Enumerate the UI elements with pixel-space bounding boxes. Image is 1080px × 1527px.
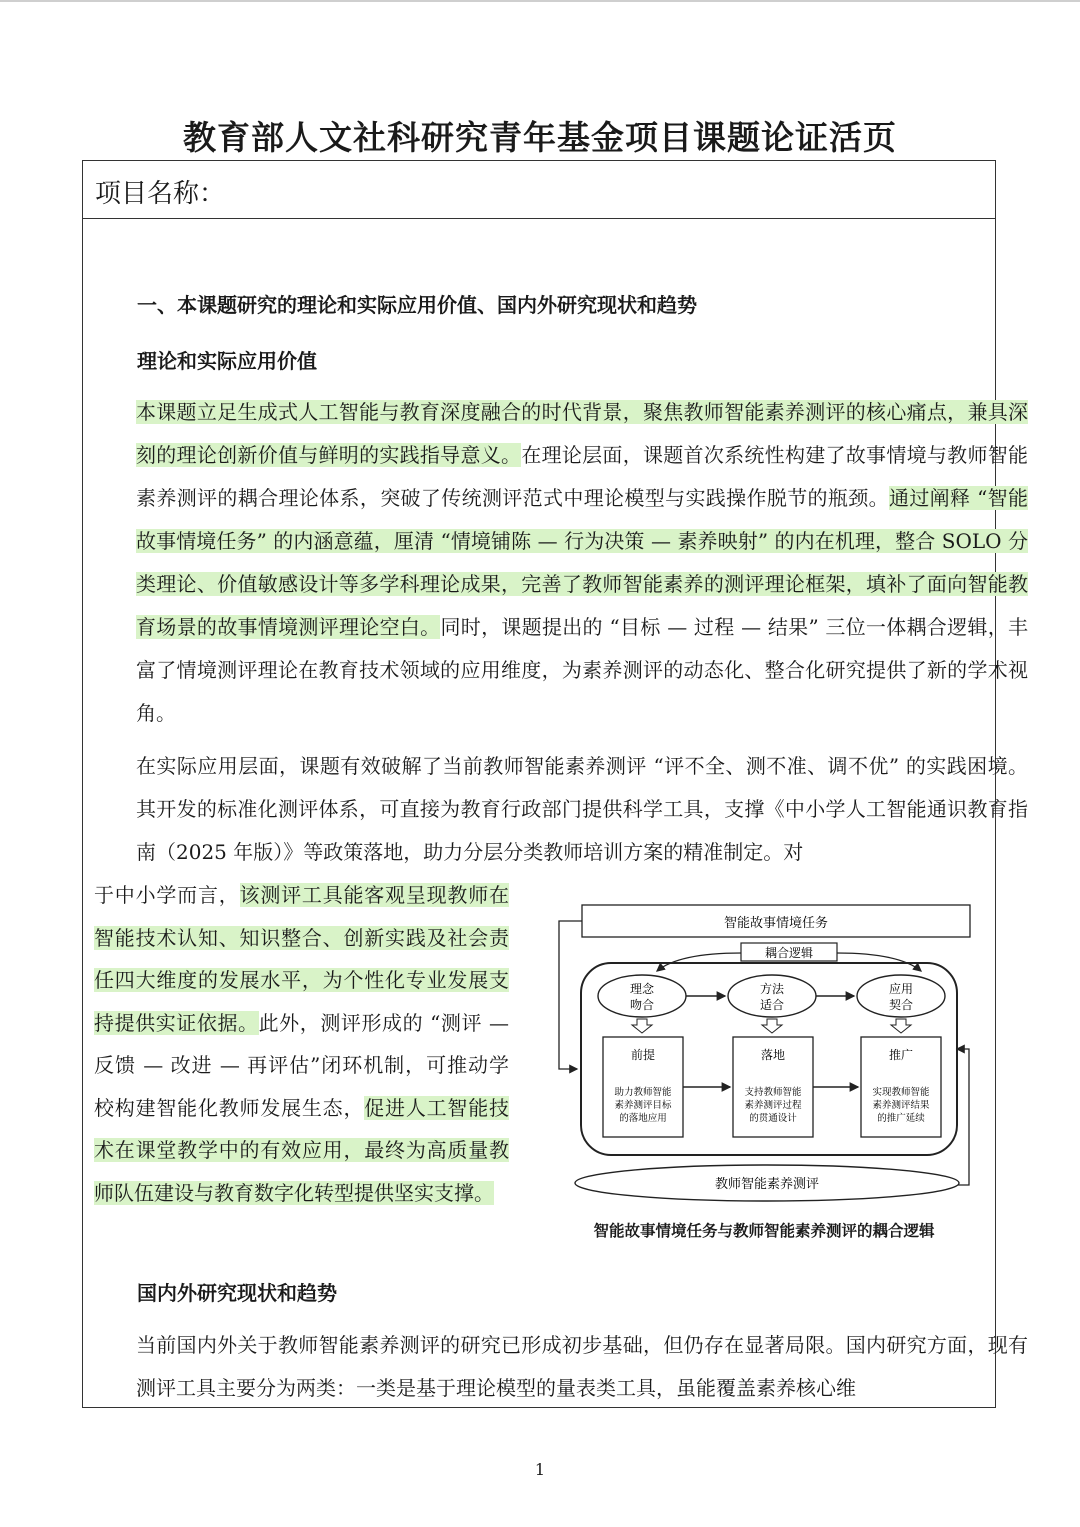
coupling-logic-figure <box>549 897 979 1240</box>
figure-diagram <box>549 897 979 1215</box>
project-name-label: 项目名称： <box>95 179 226 209</box>
coupling-label: 耦合逻辑 <box>764 946 814 960</box>
project-name-row <box>83 161 995 219</box>
section1-heading: 一、本课题研究的理论和实际应用价值、国内外研究现状和趋势 <box>137 293 697 317</box>
oval-method-line1: 方法 <box>759 982 785 996</box>
oval-apply-line2: 契合 <box>888 998 914 1012</box>
box-landing-line2: 素养测评过程 <box>744 1100 802 1111</box>
box-premise-title: 前提 <box>630 1048 656 1062</box>
down-arrow-3 <box>891 1019 911 1033</box>
box-premise-line2: 素养测评目标 <box>614 1100 672 1111</box>
oval-method-line2: 适合 <box>759 998 785 1012</box>
box-promote-title: 推广 <box>888 1048 914 1062</box>
left-feedback-arrow <box>559 921 582 1069</box>
content-area <box>83 219 1029 1409</box>
sub-heading-value: 理论和实际应用价值 <box>137 349 317 373</box>
oval-idea-line2: 吻合 <box>629 998 655 1012</box>
figure-caption: 智能故事情境任务与教师智能素养测评的耦合逻辑 <box>593 1222 935 1240</box>
document-title: 教育部人文社科研究青年基金项目课题论证活页 <box>183 118 897 157</box>
down-arrow-2 <box>762 1019 782 1033</box>
box-landing-line3: 的贯通设计 <box>749 1113 797 1124</box>
oval-idea-line1: 理念 <box>629 982 655 996</box>
box-landing-title: 落地 <box>760 1048 786 1062</box>
paragraph-theory <box>94 391 1028 735</box>
highlight-1: 本课题立足生成式人工智能与教育深度融合的时代背景，聚焦教师智能素养测评的核心痛点，兼具深刻的理论创新价值与鲜明的实践指导意义。 <box>136 400 1028 467</box>
text-1: 在理论层面，课题首次系统性构建了故事情境与教师智能素养测评的耦合理论体系，突破了传统测评范式中理论模型与实践操作脱节的瓶颈。 <box>136 443 1029 510</box>
down-arrow-1 <box>632 1019 652 1033</box>
box-landing-line1: 支持教师智能 <box>744 1087 802 1098</box>
form-frame <box>82 160 1029 1408</box>
text-2: 同时，课题提出的 “目标 — 过程 — 结果” 三位一体耦合逻辑，丰富了情境测评理论在教育技术领域的应用维度，为素养测评的动态化、整合化研究提供了新的学术视角。 <box>136 615 1028 725</box>
paragraph-practice: 在实际应用层面，课题有效破解了当前教师智能素养测评 “评不全、测不准、调不优” 的实践困境。其开发的标准化测评体系，可直接为教育行政部门提供科学工具，支撑《中小学人工智能通识教育指南（2025 年版）》等政策落地，助力分层分类教师培训方案的精准制定。对 <box>136 754 1028 864</box>
box-promote-line2: 素养测评结果 <box>872 1100 930 1111</box>
sub-heading-status: 国内外研究现状和趋势 <box>137 1281 337 1305</box>
top-task-label: 智能故事情境任务 <box>723 916 829 931</box>
page-number: 1 <box>534 1460 546 1479</box>
box-premise-line3: 的落地应用 <box>619 1113 667 1124</box>
oval-apply-line1: 应用 <box>888 982 914 996</box>
highlight-2: 通过阐释 “智能故事情境任务” 的内涵意蕴，厘清 “情境铺陈 — 行为决策 — 素养映射” 的内在机理，整合 SOLO 分类理论、价值敏感设计等多学科理论成果，完善了教师智能素养的测评理论框架，填补了面向智能教育场景的故事情境测评理论空白。 <box>136 486 1029 639</box>
text-4: 此外，测评形成的 “测评 — 反馈 — 改进 — 再评估”闭环机制，可推动学校构建智能化教师发展生态， <box>94 1010 509 1120</box>
highlight-3: 该测评工具能客观呈现教师在智能技术认知、知识整合、创新实践及社会责任四大维度的发展水平，为个性化专业发展支持提供实证依据。 <box>94 883 510 1035</box>
box-promote-line1: 实现教师智能 <box>872 1087 930 1098</box>
text-3: 于中小学而言， <box>94 883 240 907</box>
box-premise-line1: 助力教师智能 <box>614 1087 672 1098</box>
box-promote-line3: 的推广延续 <box>877 1113 925 1124</box>
top-rule <box>0 0 1080 2</box>
highlight-4: 促进人工智能技术在课堂教学中的有效应用，最终为高质量教师队伍建设与教育数字化转型提供坚实支撑。 <box>94 1095 510 1205</box>
paragraph-school <box>94 874 509 1214</box>
bottom-oval-label: 教师智能素养测评 <box>714 1177 820 1192</box>
paragraph-status: 当前国内外关于教师智能素养测评的研究已形成初步基础，但仍存在显著局限。国内研究方面，现有测评工具主要分为两类：一类是基于理论模型的量表类工具，虽能覆盖素养核心维 <box>136 1333 1028 1400</box>
